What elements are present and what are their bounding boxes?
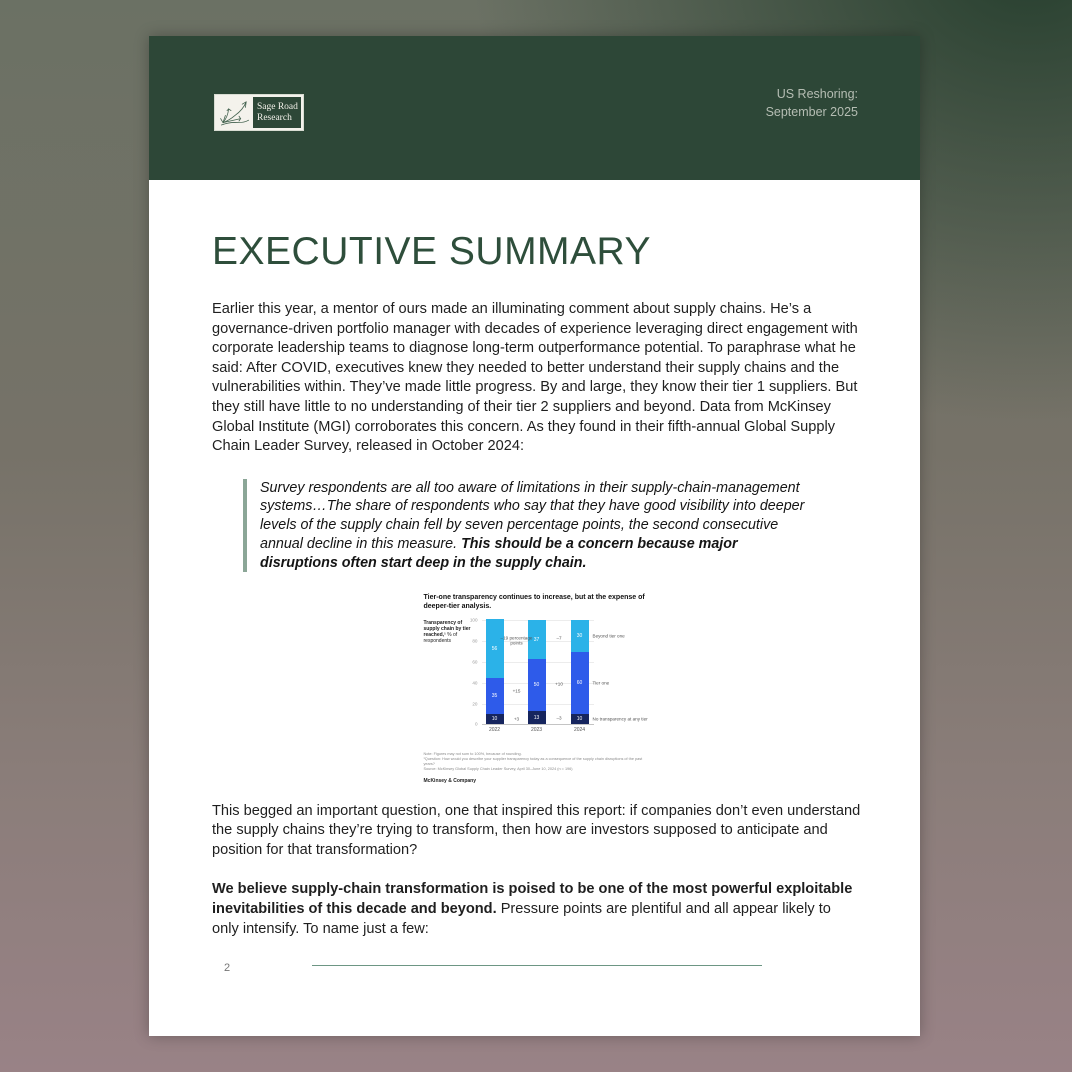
chart-segment: 35: [486, 678, 504, 714]
page-number: 2: [224, 962, 231, 974]
chart-segment: 50: [528, 659, 546, 711]
chart-segment: 30: [571, 620, 589, 651]
report-page: [149, 36, 920, 1036]
chart-legend-label: No transparency at any tier: [592, 716, 648, 722]
chart-legend-label: Tier one: [592, 680, 610, 686]
chart-xtick-label: 2023: [530, 727, 543, 734]
chart-segment: 13: [528, 711, 546, 725]
chart-change-label: –19 percentage points: [500, 635, 533, 646]
chart-gridline: [482, 724, 594, 725]
leaf-icon: [217, 97, 253, 128]
chart-segment: 10: [571, 714, 589, 724]
logo-line1: Sage Road: [257, 102, 298, 112]
chart-ylabel-normal: % of respondents: [423, 632, 458, 645]
chart-ytick-label: 80: [472, 638, 478, 644]
chart-xtick-label: 2024: [573, 727, 586, 734]
blockquote-mckinsey: [243, 479, 809, 573]
chart-segment: 10: [486, 714, 504, 724]
chart-segment: 60: [571, 652, 589, 714]
page-header: [149, 36, 920, 180]
chart-change-label: +15: [512, 688, 521, 694]
chart-xtick-label: 2022: [488, 727, 501, 734]
chart-change-label: –3: [556, 715, 562, 721]
chart-source-brand: McKinsey & Company: [423, 777, 477, 784]
chart-footnote-line: Note: Figures may not sum to 100%, because of rounding.: [423, 752, 522, 757]
chart-segment: 37: [528, 620, 546, 658]
quote-text-bold: This should be a concern because major disruptions often start deep in the supply chain.: [260, 535, 738, 571]
chart-body: [423, 617, 650, 738]
logo-line2: Research: [257, 112, 292, 123]
quote-text: Survey respondents are all too aware of limitations in their supply-chain-management systems…The share of respondents who say that they have good visibility into deeper levels of the supply chain fell by seven percentage points, the second consecutive annual decline in this measure.: [260, 479, 805, 552]
thesis-rest: Pressure points are plentiful and all appear likely to only intensify. To name just a few:: [212, 901, 831, 937]
issue-title: US Reshoring:: [776, 87, 858, 101]
sage-road-research-logo: [214, 94, 304, 131]
logo-wordmark: [253, 97, 301, 128]
chart-ytick-label: 60: [472, 659, 478, 665]
mckinsey-chart-figure: [424, 594, 650, 783]
section-title: EXECUTIVE SUMMARY: [212, 230, 652, 273]
paragraph-intro: Earlier this year, a mentor of ours made an illuminating comment about supply chains. He’s a governance-driven portfolio manager with decades of experience leveraging direct engagement with corporate leadership teams to diagnose long-term outperformance potential. To paraphrase what he said: After COVID, executives knew they needed to better understand their supply chains and the vulnerabilities within. They’ve made little progress. By and large, they know their tier 1 suppliers. But they still have little to no understanding of their tier 2 suppliers and beyond. Data from McKinsey Global Institute (MGI) corroborates this concern. As they found in their fifth-annual Global Supply Chain Leader Survey, released in October 2024:: [212, 301, 858, 455]
chart-ytick-label: 20: [472, 701, 478, 707]
chart-ytick-label: 40: [472, 680, 478, 686]
chart-footnotes: [424, 752, 650, 771]
chart-change-label: +10: [555, 681, 563, 687]
chart-ytick-label: 0: [474, 721, 478, 727]
chart-footnote-line: ¹Question: How would you describe your supplier transparency today as a consequence of the supply chain disruptions of the past years?: [423, 757, 643, 767]
report-issue-label: [766, 86, 858, 121]
chart-title: Tier-one transparency continues to increase, but at the expense of deeper-tier analysis.: [423, 594, 645, 610]
chart-change-label: –7: [556, 635, 562, 641]
page-content: [149, 230, 920, 966]
paragraph-thesis: [212, 880, 861, 939]
issue-date: September 2025: [765, 104, 858, 119]
chart-ytick-label: 100: [469, 617, 478, 623]
thesis-bold-lead: We believe supply-chain transformation is poised to be one of the most powerful exploitable inevitabilities of this decade and beyond.: [212, 881, 853, 918]
chart-footnote-line: Source: McKinsey Global Supply Chain Leader Survey, April 30–June 10, 2024 (n = 196): [423, 766, 573, 771]
paragraph-question: This begged an important question, one that inspired this report: if companies don’t even understand the supply chains they’re trying to transform, then how are investors supposed to anticipate and position for that transformation?: [212, 802, 861, 858]
chart-ylabel-bold: Transparency of supply chain by tier reached,¹: [423, 620, 471, 639]
section-divider: [312, 965, 762, 966]
chart-plot: [469, 617, 648, 734]
chart-segment: 56: [486, 619, 504, 677]
chart-legend-label: Beyond tier one: [592, 633, 625, 639]
chart-change-label: +3: [513, 716, 520, 722]
